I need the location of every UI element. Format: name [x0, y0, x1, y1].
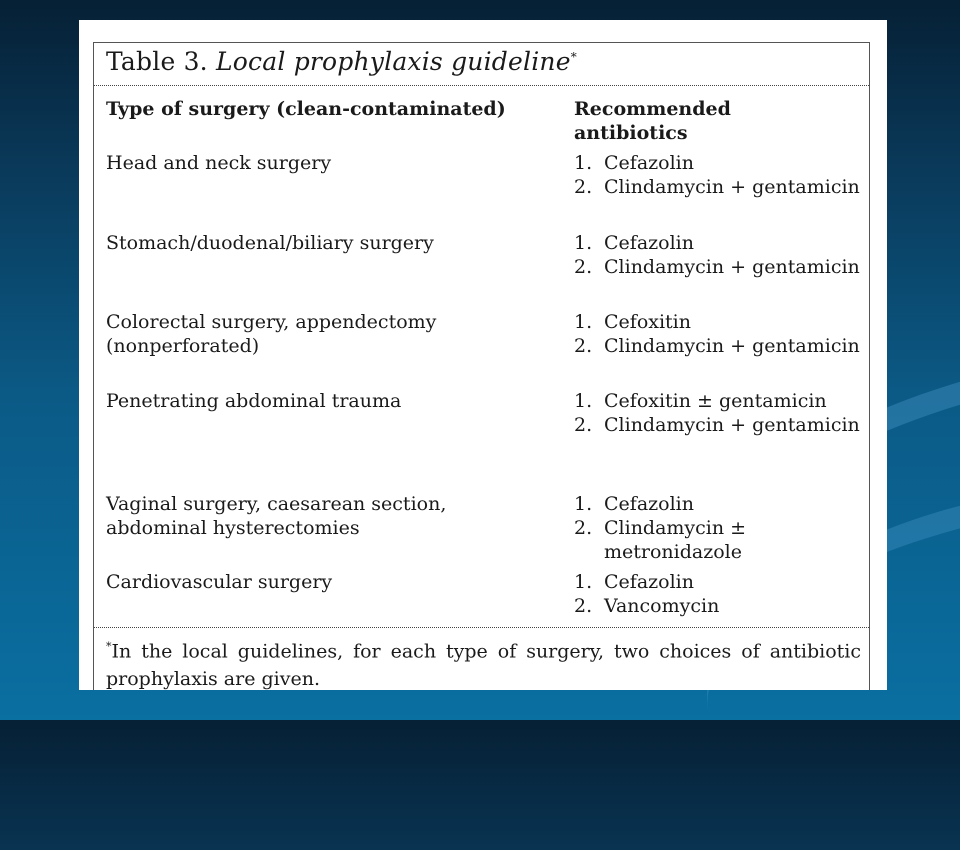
- column-header-antibiotics: Recommended antibiotics: [574, 98, 731, 144]
- table-footnote: [106, 633, 861, 693]
- item-number: 1.: [574, 493, 593, 515]
- antibiotic-text: Clindamycin + gentamicin: [604, 176, 860, 198]
- antibiotic-text: Cefazolin: [604, 152, 694, 174]
- antibiotic-list: [574, 492, 864, 564]
- antibiotic-list: [574, 389, 864, 437]
- table-label: Table 3.: [106, 47, 208, 76]
- footnote-text: In the local guidelines, for each type of surgery, two choices of antibiotic prophylaxis are given.: [106, 640, 861, 691]
- antibiotic-text: Vancomycin: [604, 595, 720, 617]
- table-title: Local prophylaxis guideline: [216, 47, 571, 76]
- divider: [94, 627, 869, 628]
- surgery-type: Cardiovascular surgery: [106, 571, 333, 593]
- antibiotic-item: [574, 175, 864, 199]
- antibiotic-item: [574, 151, 864, 175]
- antibiotic-list: [574, 570, 864, 618]
- antibiotic-text: Cefazolin: [604, 493, 694, 515]
- antibiotic-text: Cefoxitin ± gentamicin: [604, 390, 827, 412]
- slide-panel: [79, 20, 887, 690]
- item-number: 2.: [574, 595, 593, 617]
- item-number: 2.: [574, 176, 593, 198]
- footnote-mark: *: [106, 640, 112, 653]
- antibiotic-item: [574, 570, 864, 594]
- antibiotic-item: [574, 310, 864, 334]
- antibiotic-item: [574, 413, 864, 437]
- antibiotic-item: [574, 231, 864, 255]
- antibiotic-item: [574, 255, 864, 279]
- table-heading: [106, 47, 577, 81]
- antibiotic-item: [574, 516, 864, 564]
- antibiotic-text: Clindamycin + gentamicin: [604, 335, 860, 357]
- item-number: 1.: [574, 390, 593, 412]
- item-number: 2.: [574, 256, 593, 278]
- column-header-surgery: Type of surgery (clean-contaminated): [106, 98, 506, 120]
- item-number: 1.: [574, 571, 593, 593]
- antibiotic-list: [574, 231, 864, 279]
- surgery-type: Colorectal surgery, appendectomy (nonperforated): [106, 311, 437, 357]
- antibiotic-text: Cefazolin: [604, 571, 694, 593]
- item-number: 1.: [574, 311, 593, 333]
- surgery-type: Vaginal surgery, caesarean section, abdominal hysterectomies: [106, 493, 447, 539]
- surgery-type: Stomach/duodenal/biliary surgery: [106, 232, 434, 254]
- antibiotic-item: [574, 492, 864, 516]
- antibiotic-list: [574, 310, 864, 358]
- antibiotic-text: Clindamycin + gentamicin: [604, 414, 860, 436]
- antibiotic-item: [574, 389, 864, 413]
- antibiotic-text: Clindamycin + gentamicin: [604, 256, 860, 278]
- item-number: 2.: [574, 517, 593, 539]
- item-number: 1.: [574, 232, 593, 254]
- antibiotic-text: Cefoxitin: [604, 311, 691, 333]
- antibiotic-text: Clindamycin ± metronidazole: [604, 517, 747, 563]
- surgery-type: Penetrating abdominal trauma: [106, 390, 402, 412]
- item-number: 2.: [574, 414, 593, 436]
- item-number: 1.: [574, 152, 593, 174]
- antibiotic-item: [574, 594, 864, 618]
- antibiotic-list: [574, 151, 864, 199]
- surgery-type: Head and neck surgery: [106, 152, 332, 174]
- item-number: 2.: [574, 335, 593, 357]
- title-footnote-mark: *: [570, 50, 577, 64]
- divider: [94, 85, 869, 86]
- antibiotic-text: Cefazolin: [604, 232, 694, 254]
- antibiotic-item: [574, 334, 864, 358]
- guideline-table: [93, 42, 870, 690]
